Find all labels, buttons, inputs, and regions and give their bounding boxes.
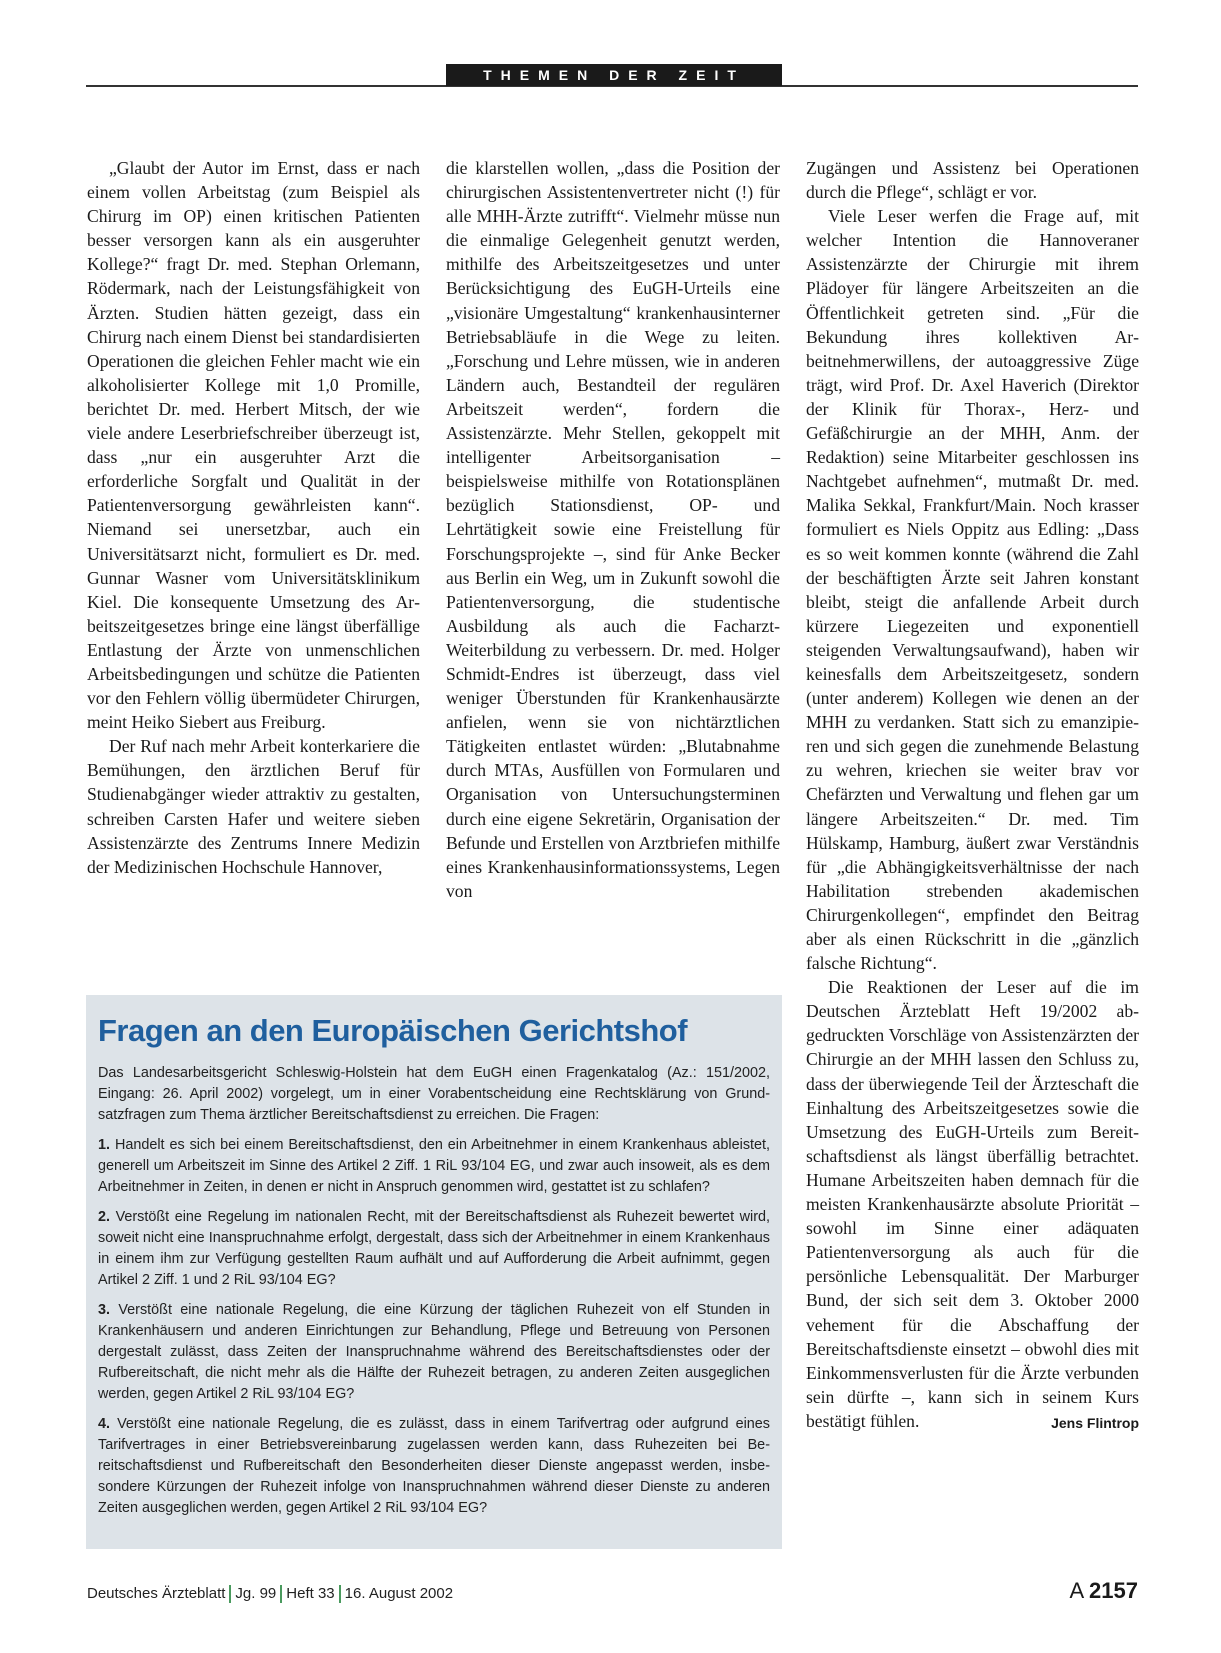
question-item (98, 1207, 770, 1291)
text-column-2 (446, 156, 780, 903)
text-column-1 (87, 156, 420, 879)
page-number-value: 2157 (1089, 1578, 1138, 1603)
footer-separator (229, 1585, 231, 1603)
question-text: Verstößt eine nationale Regelung, die es zulässt, dass in einem Tarifvertrag oder aufgrund eines Tarifvertrages in einer Betriebsvereinbarung zugelassen werden kann, dass Ruhezeiten bei Bereitschaftsdienst und Rufbereitschaft den Besonderheiten dieser Dienste angepasst werden, insbesondere Kürzungen der Ruhezeit infolge von Inanspruchnahmen während dieser Dienste zu anderen Zeiten ausgeglichen werden, gegen Artikel 2 RiL 93/104 EG? (98, 1416, 771, 1516)
journal-issue: Heft 33 (286, 1585, 335, 1602)
question-text: Verstößt eine Regelung im nationalen Recht, mit der Bereitschaftsdienst als Ruhezeit bewertet wird, soweit nicht eine Inanspruchnahme erfolgt, dergestalt, dass sich der Arbeitnehmer in einem Krankenhaus in einem ihm zur Verfügung gestellten Raum aufhält und auf Aufforderung die Arbeit aufnimmt, gegen Artikel 2 Ziff. 1 und 2 RiL 93/104 EG? (98, 1209, 770, 1288)
paragraph: Der Ruf nach mehr Arbeit konterkariere die Bemühungen, den ärztlichen Beruf für Studienabgänger wieder attraktiv zu gestalten, schreiben Carsten Hafer und weitere sieben Assistenzärzte des Zentrums Innere Medizin der Medizinischen Hochschule Hannover, (87, 736, 420, 877)
author-signature: Jens Flintrop (1051, 1414, 1139, 1431)
question-number: 2. (98, 1209, 111, 1225)
question-text: Verstößt eine nationale Regelung, die eine Kürzung der täglichen Ruhezeit von elf Stunden in Krankenhäusern und anderen Einrichtungen zur Behandlung, Pflege und Betreuung von Personen dergestalt zulässt, dass Zeiten der Inanspruchnahme während des Bereitschaftsdienstes oder der Rufbereitschaft, die nicht mehr als die Hälfte der Ruhezeit betragen, zu anderen Zeiten ausgeglichen werden, gegen Artikel 2 RiL 93/104 EG? (98, 1302, 771, 1402)
journal-volume: Jg. 99 (235, 1585, 277, 1602)
paragraph (806, 975, 1139, 1433)
info-box (86, 995, 782, 1549)
issue-date: 16. August 2002 (344, 1585, 454, 1602)
info-box-title: Fragen an den Europäischen Gerichtshof (98, 1013, 688, 1048)
page-footer (87, 1585, 453, 1603)
section-header: THEMEN DER ZEIT (446, 64, 782, 86)
paragraph: Viele Leser werfen die Frage auf, mit welcher Intention die Hannoveraner Assistenzärzte der Chirurgie mit ihrem Plädoyer für längere Arbeitszeiten an die Öffentlichkeit getreten sind. „Für die Bekundung ihres kollektiven Arbeitnehmerwillens, der autoaggressive Züge trägt, wird Prof. Dr. Axel Haverich (Direktor der Klinik für Thorax-, Herz- und Gefäßchirurgie an der MHH, Anm. der Redaktion) seine Mitarbeiter geschlossen ins Nachtgebet aufnehmen“, mutmaßt Dr. med. Malika Sekkal, Frankfurt/Main. Noch krasser formuliert es Niels Oppitz aus Edling: „Dass es so weit kommen konnte (während die Zahl der beschäftigten Ärzte seit Jahren konstant bleibt, steigt die anfallende Arbeit durch kürzere Liegezeiten und exponentiell steigenden Verwaltungsaufwand), haben wir keinesfalls dem Arbeitszeitgesetz, sondern (unter anderem) Kollegen wie denen an der MHH zu verdanken. Statt sich zu emanzipieren und sich gegen die zunehmende Belastung zu wehren, kriechen sie weiter brav vor Chefärzten und Verwaltung und flehen gar um längere Arbeitszeiten.“ Dr. med. Tim Hülskamp, Hamburg, äußert zwar Verständnis für „die Abhängigkeitsverhältnisse der nach Habilitation strebenden akademischen Chirurgenkollegen“, empfindet den Beitrag aber als einen Rückschritt in die „gänzlich falsche Richtung“. (806, 206, 1139, 974)
page-number (1069, 1578, 1138, 1604)
question-text: Handelt es sich bei einem Bereitschaftsdienst, den ein Arbeitnehmer in einem Krankenhaus ableistet, generell um Arbeitszeit im Sinne des Artikel 2 Ziff. 1 RiL 93/104 EG, und zwar auch insoweit, als es dem Arbeitnehmer in Zeiten, in denen er nicht in Anspruch genommen wird, gestattet ist zu schlafen? (98, 1137, 771, 1195)
paragraph: Zugängen und Assistenz bei Operationen durch die Pflege“, schlägt er vor. (806, 158, 1139, 203)
footer-separator (280, 1585, 282, 1603)
question-item (98, 1300, 770, 1405)
question-item (98, 1414, 770, 1519)
footer-separator (339, 1585, 341, 1603)
question-number: 1. (98, 1137, 111, 1153)
page-prefix: A (1069, 1578, 1083, 1603)
question-number: 3. (98, 1302, 111, 1318)
question-number: 4. (98, 1416, 111, 1432)
journal-name: Deutsches Ärzteblatt (87, 1585, 226, 1602)
text-column-3 (806, 156, 1139, 1435)
info-box-intro: Das Landesarbeitsgericht Schleswig-Holstein hat dem EuGH einen Fragenkatalog (Az.: 151/2002, Eingang: 26. April 2002) vorgelegt, um in einer Vorabentscheidung eine Rechtsklärung von Grundsatzfragen zum Thema ärztlicher Bereitschaftsdienst zu erreichen. Die Fragen: (98, 1065, 770, 1123)
paragraph: „Glaubt der Autor im Ernst, dass er nach einem vollen Arbeitstag (zum Beispiel als Chirurg im OP) einen kritischen Patienten besser versorgen kann als ein ausgeruhter Kollege?“ fragt Dr. med. Stephan Orlemann, Rödermark, nach der Leistungsfähigkeit von Ärzten. Studien hätten gezeigt, dass ein Chirurg nach einem Dienst bei standardisierten Operationen die gleichen Fehler macht wie ein alkoholisierter Kollege mit 1,0 Promille, berichtet Dr. med. Herbert Mitsch, der wie viele andere Leserbriefschreiber überzeugt ist, dass „nur ein ausgeruhter Arzt die erforderliche Sorgfalt und Qualität in der Patientenversorgung gewährleisten kann“. Niemand sei unersetzbar, auch ein Universitätsarzt nicht, formuliert es Dr. med. Gunnar Wasner vom Universitätsklinikum Kiel. Die konsequente Umsetzung des Arbeitszeitgesetzes bringe eine längst überfällige Entlastung der Ärzte von unmenschlichen Arbeitsbedingungen und schütze die Patienten vor den Fehlern völlig übermüdeter Chirurgen, meint Heiko Siebert aus Freiburg. (87, 158, 420, 733)
paragraph-text: Die Reaktionen der Leser auf die im Deutschen Ärzteblatt Heft 19/2002 abgedruckten Vorschläge von Assistenzärzten der Chirurgie an der MHH lassen den Schluss zu, dass der überwiegende Teil der Ärzteschaft die Einhaltung des Arbeitszeitgesetzes sowie die Umsetzung des EuGH-Urteils zum Bereitschaftsdienst als längst überfällig betrachtet. Humane Arbeitszeiten haben demnach für die meisten Krankenhausärzte absolute Priorität – sowohl im Sinne einer adäquaten Patientenversorgung als auch für die persönliche Lebensqualität. Der Marburger Bund, der sich seit dem 3. Oktober 2000 vehement für die Abschaffung der Bereitschaftsdienste einsetzt – obwohl dies mit Einkommensverlusten für die Ärzte verbunden sein dürfte –, kann sich in seinem Kurs bestätigt fühlen. (806, 977, 1139, 1431)
paragraph: die klarstellen wollen, „dass die Position der chirurgischen Assistentenvertreter nicht (!) für alle MHH-Ärzte zutrifft“. Vielmehr müsse nun die einmalige Gelegenheit genutzt werden, mithilfe des Arbeitszeitgesetzes und unter Berücksichtigung des EuGH-Urteils eine „visionäre Umgestaltung“ krankenhausinterner Betriebsabläufe in die Wege zu leiten. „Forschung und Lehre müssen, wie in anderen Ländern auch, Bestandteil der regulären Arbeitszeit werden“, fordern die Assistenzärzte. Mehr Stellen, gekoppelt mit intelligenter Arbeitsorganisation – beispielsweise mithilfe von Rotationsplänen bezüglich Stationsdienst, OP- und Lehrtätigkeit sowie eine Freistellung für Forschungsprojekte –, sind für Anke Becker aus Berlin ein Weg, um in Zukunft sowohl die Patientenversorgung, die studentische Ausbildung als auch die Facharzt-Weiterbildung zu verbessern. Dr. med. Holger Schmidt-Endres ist überzeugt, dass viel weniger Überstunden für Krankenhausärzte anfielen, wenn sie von nichtärztlichen Tätigkeiten entlastet würden: „Blutabnahme durch MTAs, Ausfüllen von Formularen und Organisation von Untersuchungsterminen durch eine eigene Sekretärin, Organisation der Befunde und Erstellen von Arztbriefen mithilfe eines Krankenhausinformationssystems, Legen von (446, 158, 780, 901)
question-item (98, 1135, 770, 1198)
